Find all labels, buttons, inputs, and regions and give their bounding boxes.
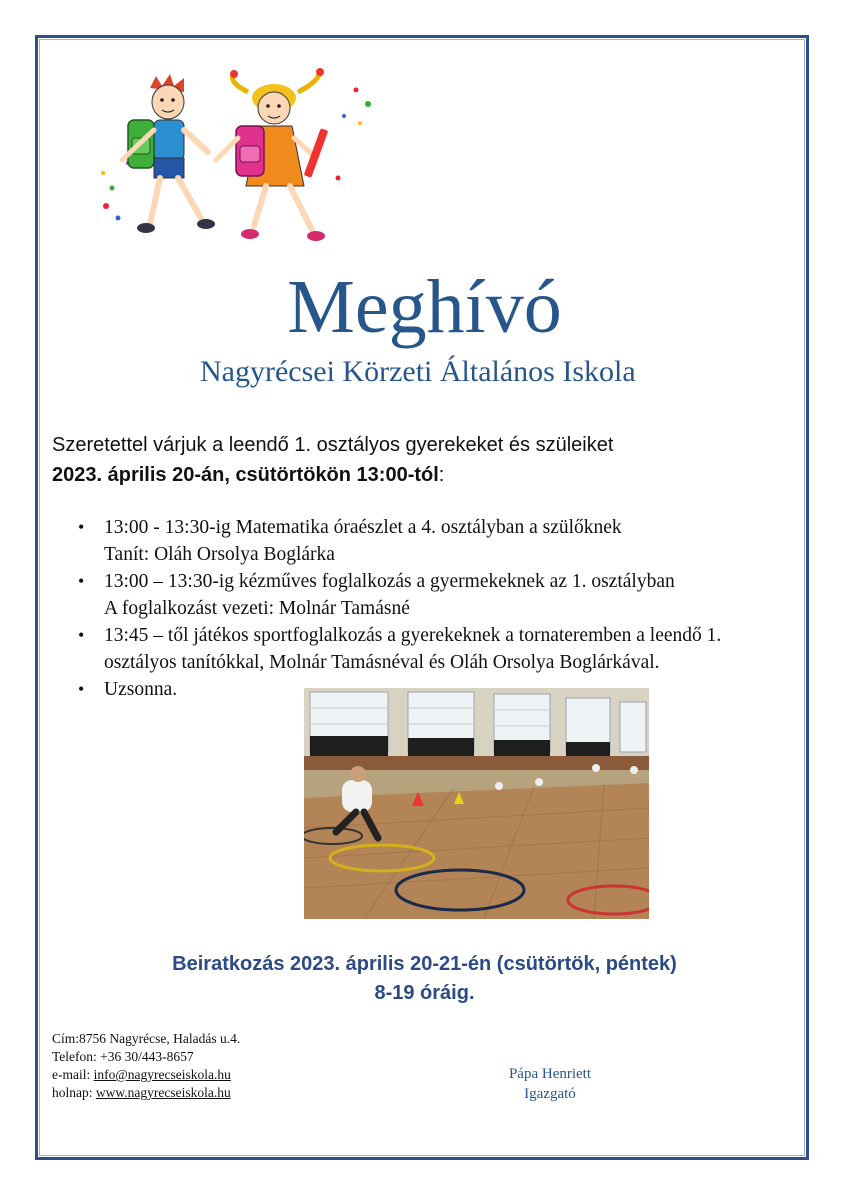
list-item: [78, 622, 798, 676]
signatory-role: Igazgató: [524, 1086, 576, 1102]
enrollment-dates: Beiratkozás 2023. április 20-21-én (csütörtök, péntek): [172, 953, 677, 975]
intro-text: [52, 430, 792, 490]
program-item-text: Uzsonna.: [104, 679, 178, 700]
program-item-text: 13:45 – től játékos sportfoglalkozás a gyerekeknek a tornateremben a leendő 1. osztályos tanítókkal, Molnár Tamásnéval és Oláh Orsolya Boglárkával.: [104, 625, 722, 673]
bullet-icon: •: [78, 571, 85, 591]
enrollment-notice: [0, 950, 849, 1008]
event-date-suffix: :: [438, 464, 445, 486]
event-date-line: [52, 460, 792, 490]
contact-email-row: [52, 1066, 352, 1084]
bullet-icon: •: [78, 679, 85, 699]
signatory-name: Pápa Henriett: [508, 1066, 592, 1082]
school-kids-illustration: [98, 68, 378, 258]
contact-phone: Telefon: +36 30/443-8657: [52, 1049, 194, 1064]
web-label: holnap:: [52, 1085, 96, 1100]
event-date: 2023. április 20-án, csütörtökön 13:00-tól: [52, 464, 439, 486]
program-item-text: 13:00 - 13:30-ig Matematika óraészlet a 4. osztályban a szülőknek: [104, 517, 622, 538]
program-item-text: 13:00 – 13:30-ig kézműves foglalkozás a gyermekeknek az 1. osztályban: [104, 571, 675, 592]
bullet-icon: •: [78, 517, 85, 537]
program-list: [78, 514, 798, 703]
school-name: Nagyrécsei Körzeti Általános Iskola: [200, 355, 636, 388]
program-item-subtext: A foglalkozást vezeti: Molnár Tamásné: [104, 598, 410, 619]
website-link[interactable]: www.nagyrecseiskola.hu: [95, 1085, 231, 1100]
email-link[interactable]: info@nagyrecseiskola.hu: [93, 1067, 231, 1082]
signature-block: [480, 1064, 620, 1104]
list-item: [78, 514, 798, 568]
contact-web-row: [52, 1084, 352, 1102]
list-item: [78, 568, 798, 622]
enrollment-hours: 8-19 óráig.: [374, 982, 475, 1004]
program-item-subtext: Tanít: Oláh Orsolya Boglárka: [104, 544, 335, 565]
email-label: e-mail:: [52, 1067, 94, 1082]
contact-address: Cím:8756 Nagyrécse, Haladás u.4.: [52, 1031, 241, 1046]
intro-line: Szeretettel várjuk a leendő 1. osztályos gyerekeket és szüleiket: [52, 434, 614, 456]
bullet-icon: •: [78, 625, 85, 645]
gym-photo: [304, 688, 649, 919]
contact-block: [52, 1030, 352, 1102]
page-title: Meghívó: [287, 265, 562, 349]
